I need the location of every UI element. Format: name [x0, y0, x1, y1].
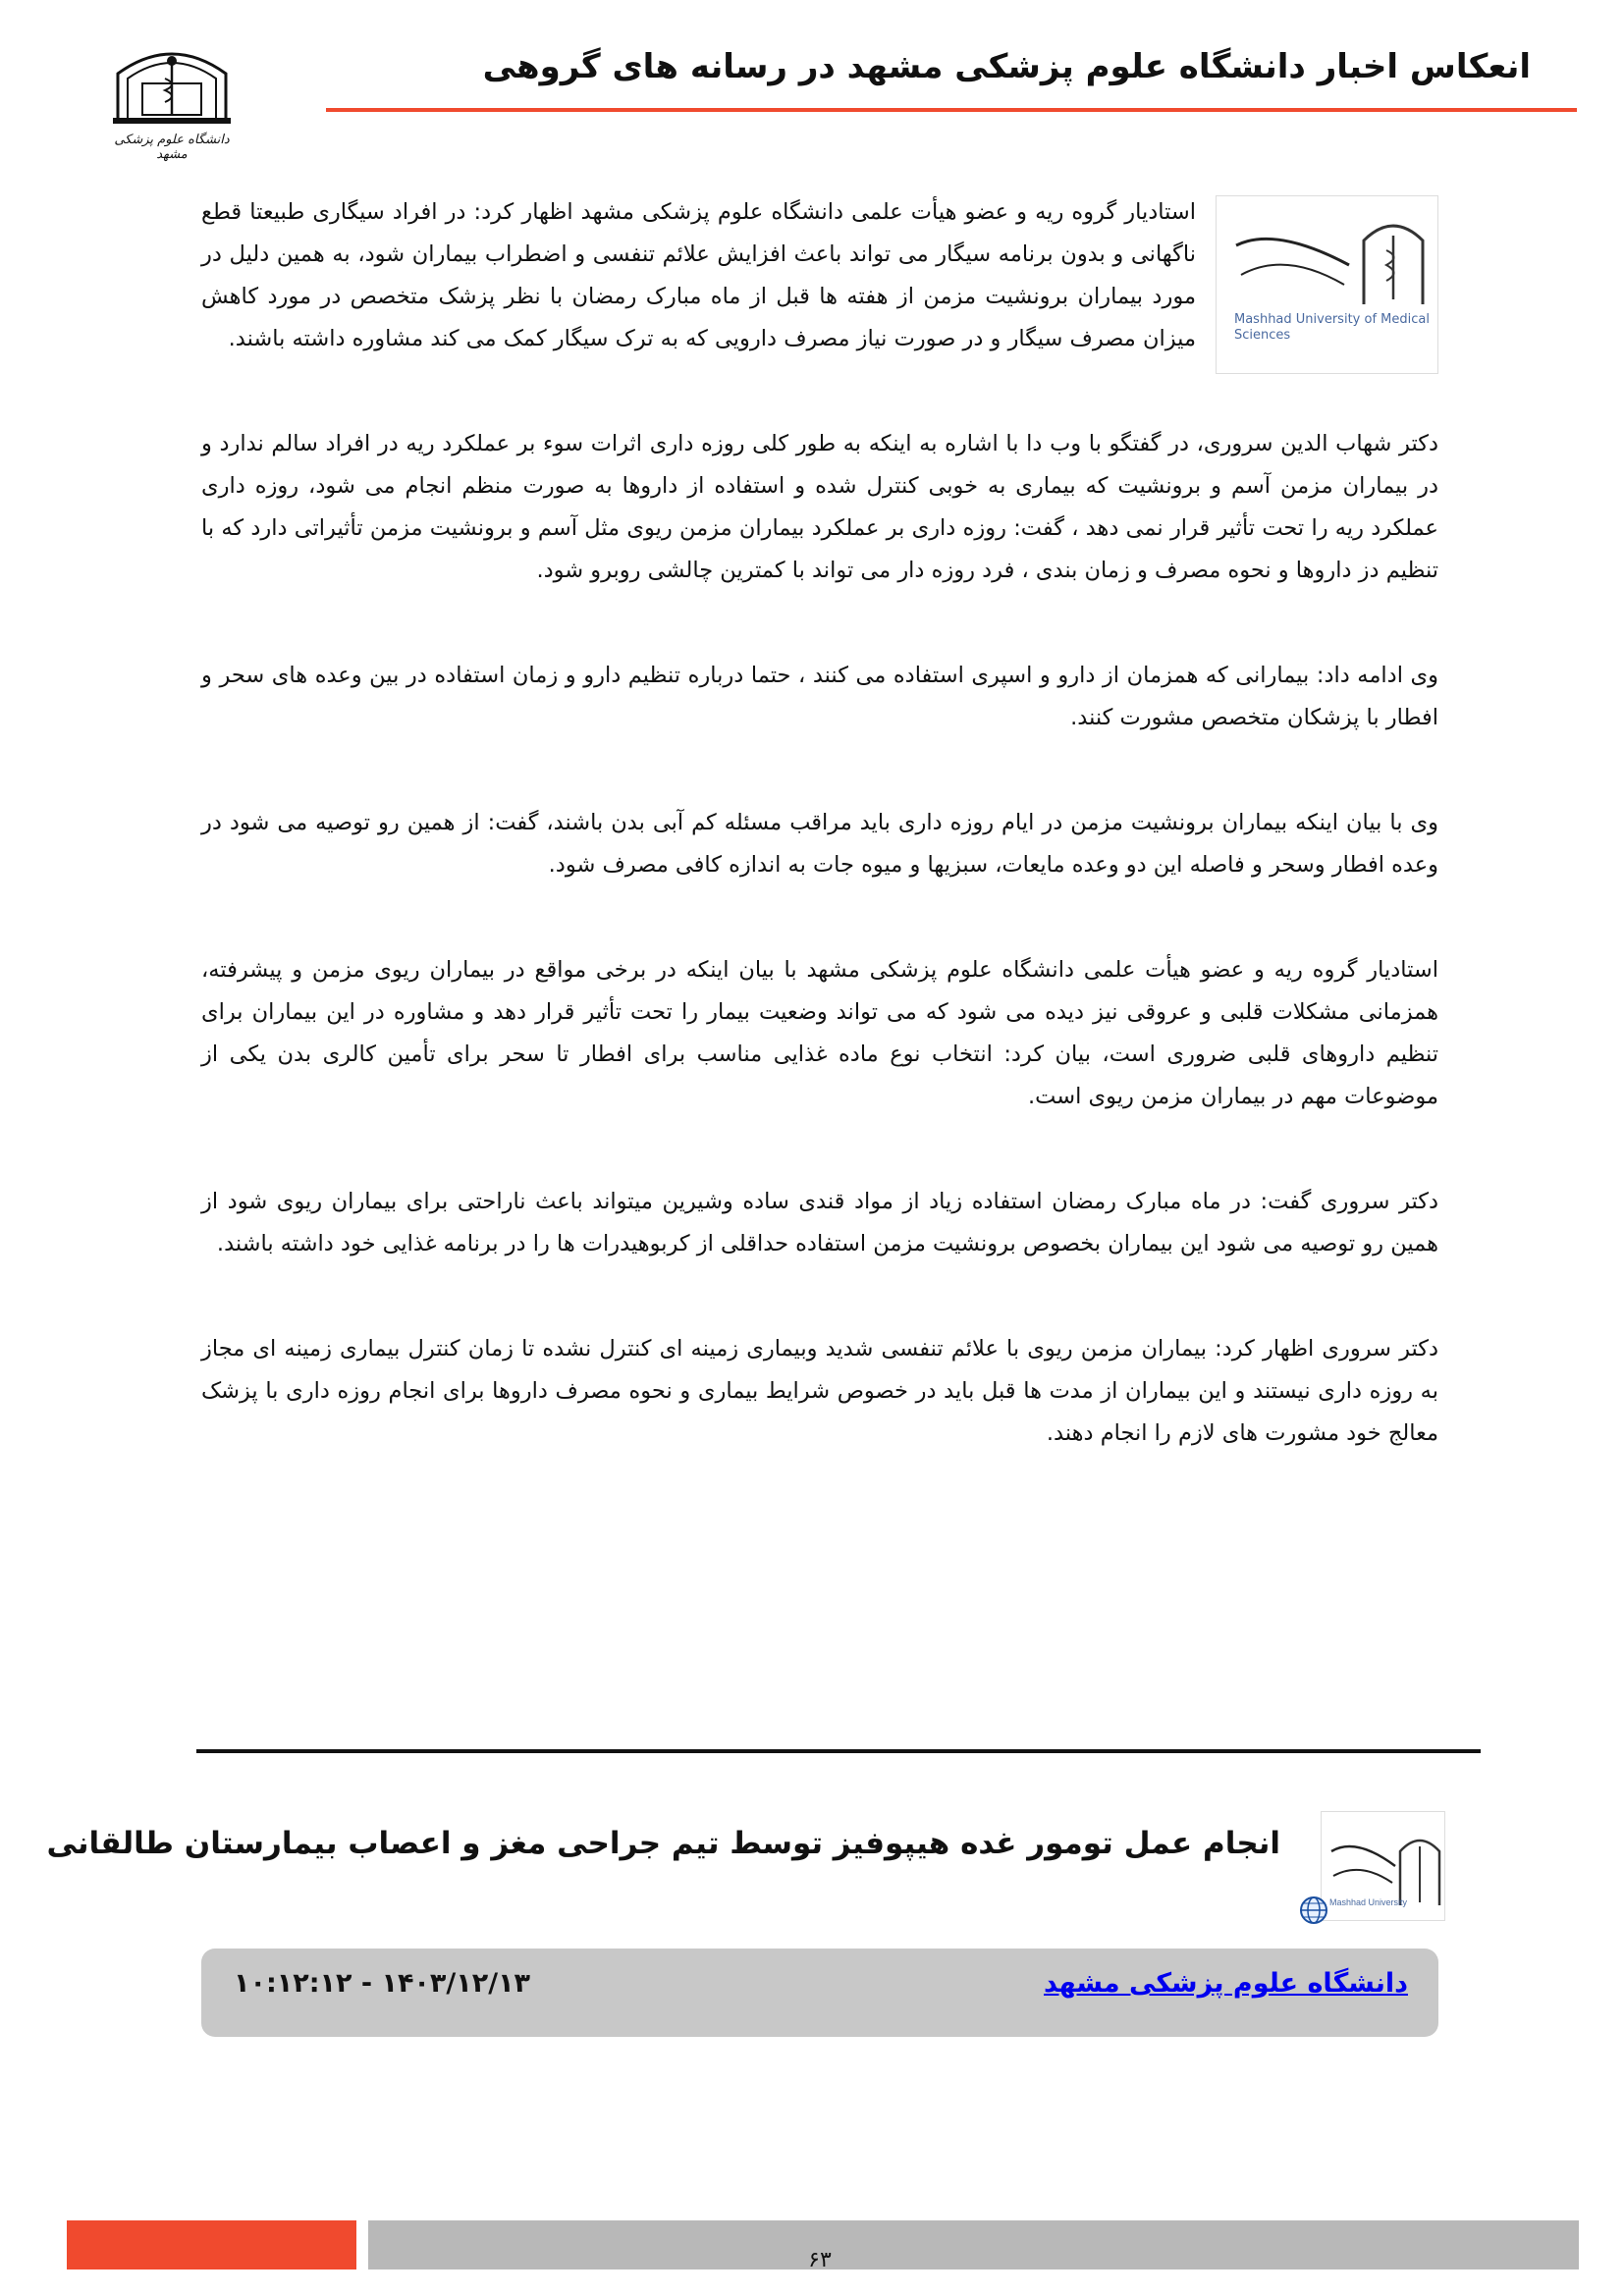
article-paragraph: استادیار گروه ریه و عضو هیأت علمی دانشگاه علوم پزشکی مشهد اظهار کرد: در افراد سیگاری طبیعتا قطع ناگهانی و بدون برنامه سیگار می تواند باعث افزایش علائم تنفسی و اضطراب بیماران شود، به همین دلیل در مورد بیماران برونشیت مزمن از هفته ها قبل از ماه مبارک رمضان با نظر پزشک متخصص در مورد کاهش میزان مصرف سیگار و در صورت نیاز مصرف دارویی که به ترک سیگار کمک می کند مشاوره داشته باشند. [201, 199, 1196, 351]
article-first-block [201, 191, 1438, 360]
page-header-title: انعکاس اخبار دانشگاه علوم پزشکی مشهد در رسانه های گروهی [482, 47, 1531, 86]
section-divider [196, 1749, 1481, 1753]
globe-icon[interactable] [1298, 1895, 1329, 1926]
article-thumbnail [1216, 195, 1438, 374]
article-paragraph: استادیار گروه ریه و عضو هیأت علمی دانشگاه علوم پزشکی مشهد با بیان اینکه در برخی مواقع در بیماران ریوی مزمن و پیشرفته، همزمانی مشکلات قلبی و عروقی نیز دیده می شود که می تواند وضعیت بیمار را تحت تأثیر قرار دهد و مشاوره در این بیماران برای تنظیم داروهای قلبی ضروری است، بیان کرد: انتخاب نوع ماده غذایی مناسب برای افطار تا سحر برای تأمین کالری بدن یکی از موضوعات مهم در بیماران مزمن ریوی است. [201, 957, 1438, 1109]
logo-caption: دانشگاه علوم پزشکی مشهد [114, 133, 230, 162]
footer-gray-bar [368, 2220, 1579, 2269]
university-emblem-icon [1217, 196, 1437, 314]
news-thumbnail [1321, 1811, 1445, 1921]
article-paragraph: دکتر سروری گفت: در ماه مبارک رمضان استفاده زیاد از مواد قندی ساده وشیرین میتواند باعث ناراحتی برای بیماران ریوی شود از همین رو توصیه می شود این بیماران بخصوص برونشیت مزمن استفاده حداقلی از کربوهیدرات ها را در برنامه غذایی خود داشته باشند. [201, 1189, 1438, 1256]
header-divider [326, 108, 1577, 112]
article-paragraph: وی ادامه داد: بیمارانی که همزمان از دارو و اسپری استفاده می کنند ، حتما درباره تنظیم دارو و زمان استفاده در بین وعده های سحر و افطار با پزشکان متخصص مشورت کنند. [201, 663, 1438, 730]
article-paragraph: دکتر سروری اظهار کرد: بیماران مزمن ریوی با علائم تنفسی شدید وبیماری زمینه ای کنترل نشده تا زمان کنترل بیماری زمینه ای مجاز به روزه داری نیستند و این بیماران از مدت ها قبل باید در خصوص شرایط بیماری و نحوه مصرف داروها برای انجام روزه داری با پزشک معالج خود مشورت های لازم را انجام دهند. [201, 1336, 1438, 1446]
footer-accent-bar [67, 2220, 356, 2269]
news-date: ۱۰:۱۲:۱۲ - ۱۴۰۳/۱۲/۱۳ [234, 1968, 531, 1999]
page-number: ۶۳ [808, 2248, 832, 2272]
news-title[interactable]: انجام عمل تومور غده هیپوفیز توسط تیم جراحی مغز و اعصاب بیمارستان طالقانی [46, 1826, 1280, 1861]
article-body [201, 191, 1438, 1455]
thumbnail-caption-en: Mashhad University of Medical Sciences [1234, 312, 1430, 343]
news-source-link[interactable]: دانشگاه علوم پزشکی مشهد [1044, 1968, 1408, 1999]
svg-text:Mashhad University: Mashhad University [1329, 1897, 1408, 1907]
article-paragraph: دکتر شهاب الدین سروری، در گفتگو با وب دا با اشاره به اینکه به طور کلی روزه داری اثرات سوء بر عملکرد ریه در افراد سالم ندارد و در بیماران مزمن آسم و برونشیت که بیماری به خوبی کنترل شده و استفاده از داروها به صورت منظم انجام می شود، روزه داری عملکرد ریه را تحت تأثیر قرار نمی دهد ، گفت: روزه داری بر عملکرد بیماران مزمن ریوی مثل آسم و برونشیت مزمن تأثیراتی دارد که با تنظیم دز داروها و نحوه مصرف و زمان بندی ، فرد روزه دار می تواند با کمترین چالشی روبرو شود. [201, 431, 1438, 583]
article-paragraph: وی با بیان اینکه بیماران برونشیت مزمن در ایام روزه داری باید مراقب مسئله کم آبی بدن باشند، گفت: از همین رو توصیه می شود در وعده افطار وسحر و فاصله این دو وعده مایعات، سبزیها و میوه جات به اندازه کافی مصرف شود. [201, 810, 1438, 878]
